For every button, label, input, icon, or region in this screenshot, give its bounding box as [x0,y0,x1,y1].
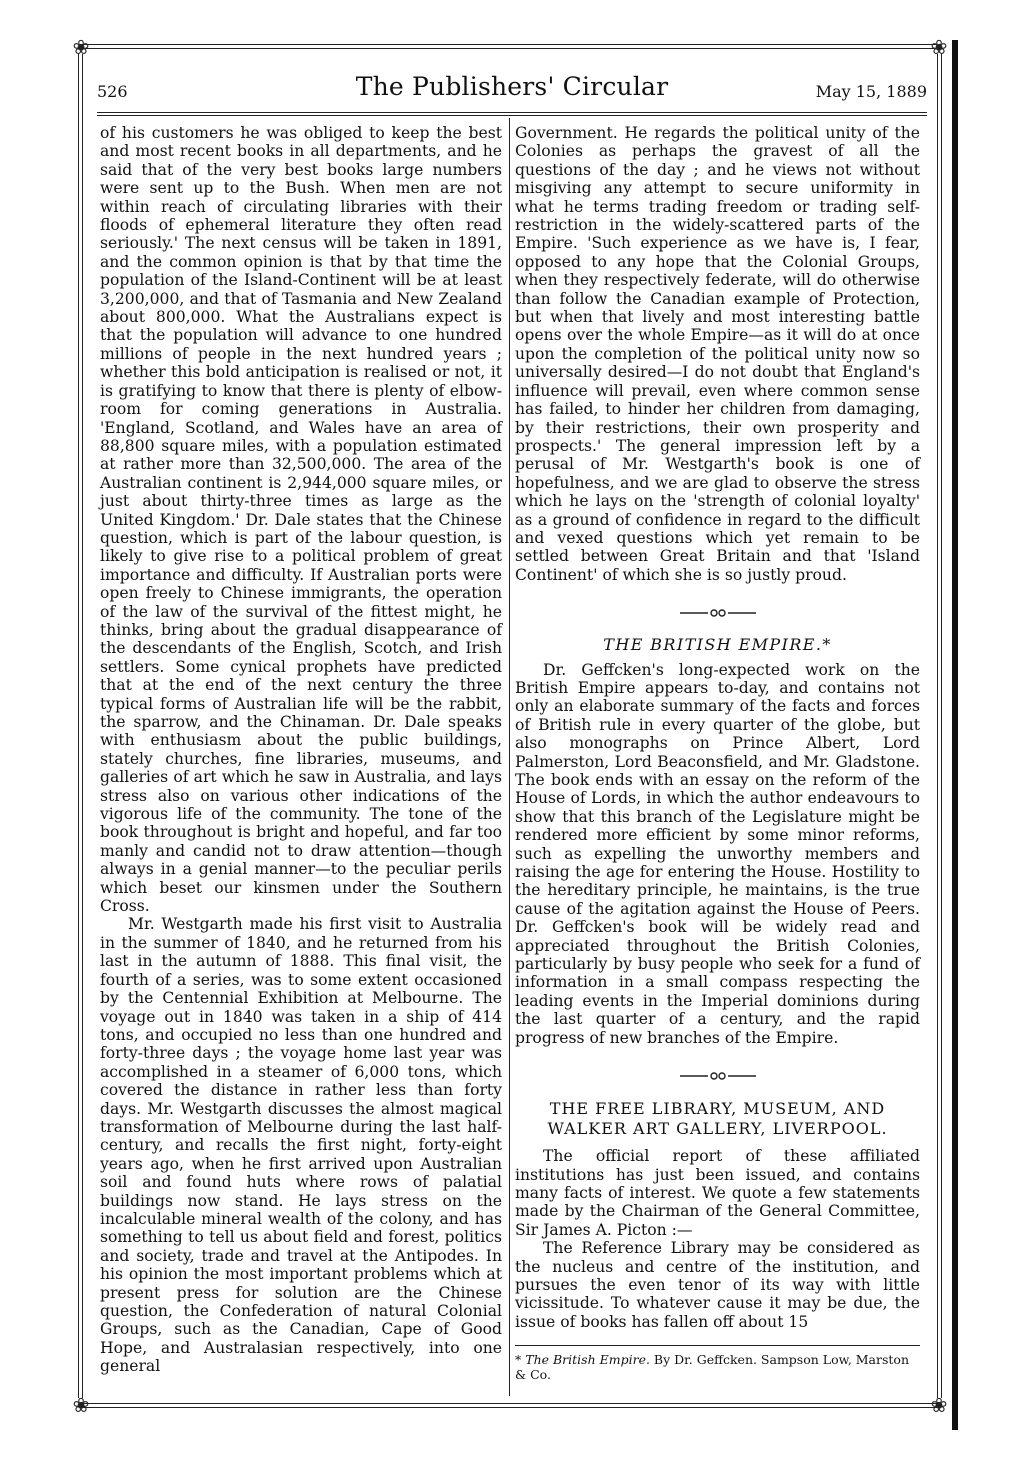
header-rule-inner [97,115,927,116]
free-library-paragraph: The Reference Library may be considered as the nucleus and centre of the institution, and pursues the even tenor of its way with little vicissitude. To whatever cause it may be due, the issue of books has fallen off about 15 [515,1239,920,1331]
frame-rule-top-inner [82,48,937,49]
frame-rule-left [78,54,83,1398]
section-ornament-icon [515,1067,920,1079]
page-header [97,72,927,108]
corner-ornament-icon: ❀ [72,1393,90,1417]
free-library-heading [515,1099,920,1139]
footnote [515,1352,920,1382]
section-ornament-icon [515,604,920,616]
footnote-book-title: The British Empire. [525,1352,650,1368]
frame-rule-top [82,44,937,45]
british-empire-body: Dr. Geffcken's long-expected work on the British Empire appears to-day, and contains not only an elaborate summary of the facts and forces of British rule in every quarter of the globe, but also monographs on Prince Albert, Lord Palmerston, Lord Beaconsfield, and Mr. Gladstone. The book ends with an essay on the reform of the House of Lords, in which the author endeavours to show that this branch of the Legislature might be rendered more efficient by some minor reforms, such as expelling the unworthy members and raising the age for entering the House. Hostility to the hereditary principle, he maintains, is the true cause of the agitation against the House of Peers. Dr. Geffcken's book will be widely read and appreciated throughout the British Colonies, particularly by busy people who seek for a fund of information in a small compass respecting the leading events in the Imperial dominions during the last quarter of a century, and the rapid progress of new branches of the Empire. [515,660,920,1047]
header-rule [97,112,927,113]
masthead-title: The Publishers' Circular [355,72,669,101]
footnote-publisher: By Dr. Geffcken. Sampson Low, Marston & Co. [515,1352,910,1383]
corner-ornament-icon: ❀ [72,35,90,59]
frame-rule-bottom-inner [82,1407,937,1408]
corner-ornament-icon: ❀ [930,35,948,59]
article-paragraph: of his customers he was obliged to keep the best and most recent books in all departments, and he said that of the very best books large numbers were sent up to the Bush. When men are not within reach of circulating libraries with their floods of ephemeral literature they often read seriously.' The next census will be taken in 1891, and the common opinion is that by that time the population of the Island-Continent will be at least 3,200,000, and that of Tasmania and New Zealand about 800,000. What the Australians expect is that the population will advance to one hundred millions of people in the next hundred years ; whether this bold anticipation is realised or not, it is gratifying to know that there is plenty of elbow-room for coming generations in Australia. 'England, Scotland, and Wales have an area of 88,800 square miles, with a population estimated at rather more than 32,500,000. The area of the Australian continent is 2,944,000 square miles, or just about thirty-three times as large as the United Kingdom.' Dr. Dale states that the Chinese question, which is part of the labour question, is likely to give rise to a political problem of great importance and difficulty. If Australian ports were open freely to Chinese immigrants, the operation of the law of the survival of the fittest might, he thinks, bring about the gradual disappearance of the descendants of the English, Scotch, and Irish settlers. Some cynical prophets have predicted that at the end of the next century the three typical forms of Australian life will be the rabbit, the sparrow, and the Chinaman. Dr. Dale speaks with enthusiasm about the public buildings, stately churches, fine libraries, museums, and galleries of art which he saw in Australia, and lays stress also on various other indications of the vigorous life of the community. The tone of the book throughout is bright and hopeful, and far too manly and candid not to draw attention—though always in a genial manner—to the peculiar perils which beset our kinsmen under the Southern Cross. [100,124,502,916]
binding-edge [952,40,958,1430]
left-column [100,124,502,1376]
frame-rule-bottom [82,1403,937,1404]
issue-date: May 15, 1889 [815,82,927,101]
free-library-paragraph: The official report of these affiliated institutions has just been issued, and contains many facts of interest. We quote a few statements made by the Chairman of the General Committee, Sir James A. Picton :— [515,1147,920,1239]
frame-rule-right [937,54,942,1398]
footnote-rule [515,1345,920,1346]
article-continuation: Government. He regards the political unity of the Colonies as perhaps the gravest of all the questions of the day ; and he views not without misgiving any attempt to secure uniformity in what he terms trading freedom or trading self-restriction in the widely-scattered parts of the Empire. 'Such experience as we have is, I fear, opposed to any hope that the Colonial Groups, when they respectively federate, will do otherwise than follow the Canadian example of Protection, but when that lively and most interesting battle opens over the whole Empire—as it will do at once upon the completion of the political unity now so universally desired—I do not doubt that England's influence will prevail, even where common sense has failed, to hinder her children from damaging, by their restrictions, their own prosperity and prospects.' The general impression left by a perusal of Mr. Westgarth's book is one of hopefulness, and we are glad to observe the stress which he lays on the 'strength of colonial loyalty' as a ground of confidence in regard to the difficult and vexed questions which yet remain to be settled between Great Britain and that 'Island Continent' of which she is so justly proud. [515,124,920,584]
corner-ornament-icon: ❀ [930,1393,948,1417]
right-column [515,124,920,1382]
column-divider [509,118,510,1396]
article-paragraph: Mr. Westgarth made his first visit to Australia in the summer of 1840, and he returned from his last in the autumn of 1888. This final visit, the fourth of a series, was to some extent occasioned by the Centennial Exhibition at Melbourne. The voyage out in 1840 was taken in a ship of 414 tons, and occupied no less than one hundred and forty-three days ; the voyage home last year was accomplished in a steamer of 6,000 tons, which covered the distance in rather less than forty days. Mr. Westgarth discusses the almost magical transformation of Melbourne during the last half-century, and recalls the first night, forty-eight years ago, when he first arrived upon Australian soil and found huts where rows of palatial buildings now stand. He lays stress on the incalculable mineral wealth of the colony, and has something to tell us about field and forest, politics and society, trade and travel at the Antipodes. In his opinion the most important problems which at present press for solution are the Chinese question, the Confederation of natural Colonial Groups, such as the Canadian, Cape of Good Hope, and Australasian respectively, into one general [100,915,502,1376]
free-library-heading-line-1: THE FREE LIBRARY, MUSEUM, AND [549,1099,886,1119]
footnote-marker: * [515,1352,526,1368]
page-number: 526 [97,82,128,101]
british-empire-heading: THE BRITISH EMPIRE.* [603,635,832,655]
free-library-heading-line-2: WALKER ART GALLERY, LIVERPOOL. [547,1119,888,1139]
